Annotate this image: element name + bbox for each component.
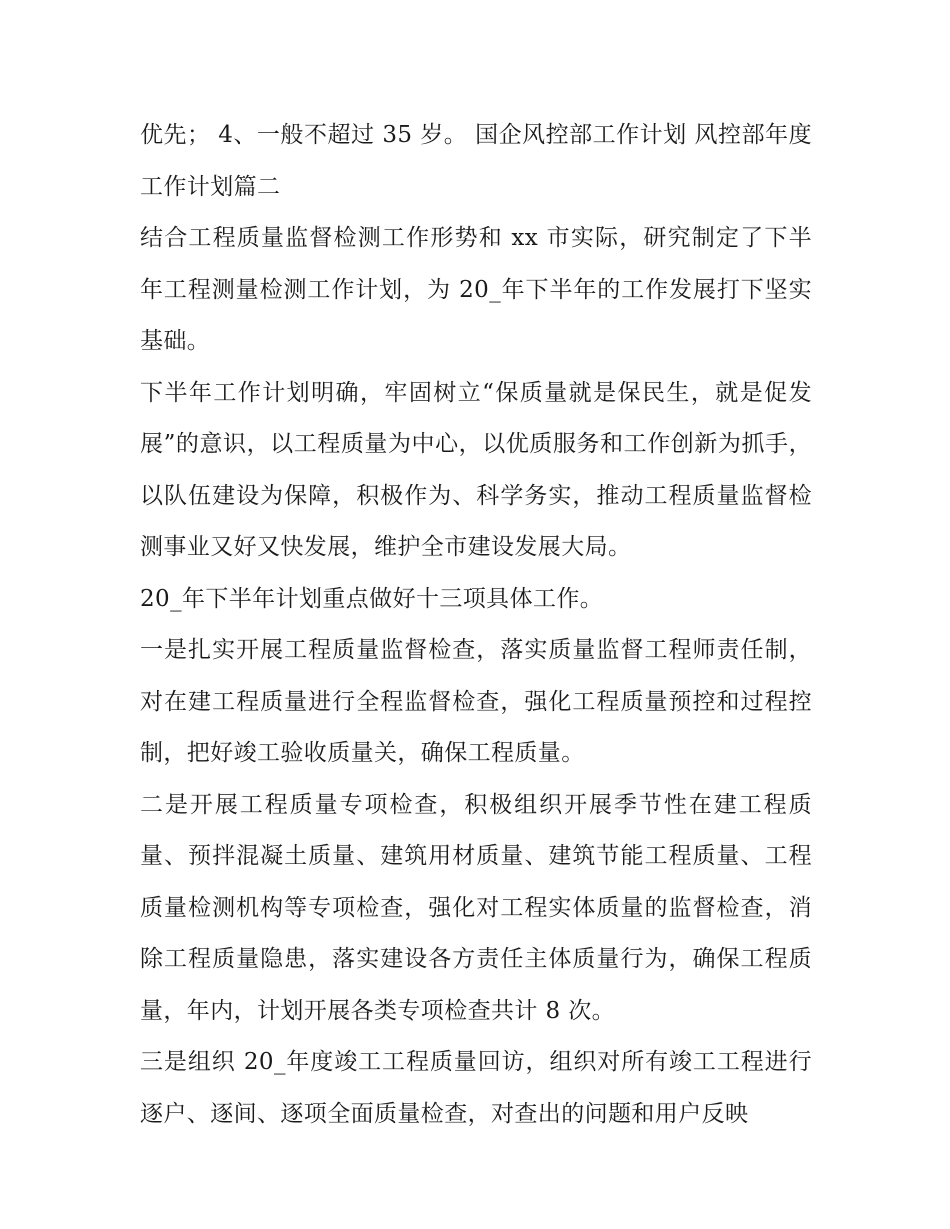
paragraph-task-two: 二是开展工程质量专项检查，积极组织开展季节性在建工程质量、预拌混凝土质量、建筑用材质量、建筑节能工程质量、工程质量检测机构等专项检查，强化对工程实体质量的监督检查，消除工程质量隐患，落实建设各方责任主体质量行为，确保工程质量，年内，计划开展各类专项检查共计 8 次。 bbox=[140, 791, 812, 1024]
paragraph-summary: 20_年下半年计划重点做好十三项具体工作。 bbox=[140, 585, 604, 612]
paragraph-task-one: 一是扎实开展工程质量监督检查，落实质量监督工程师责任制，对在建工程质量进行全程监督检查，强化工程质量预控和过程控制，把好竣工验收质量关，确保工程质量。 bbox=[140, 637, 812, 766]
paragraph-overview: 结合工程质量监督检测工作形势和 xx 市实际，研究制定了下半年工程测量检测工作计划，为 20_年下半年的工作发展打下坚实基础。 bbox=[140, 225, 812, 354]
paragraph-guiding-principle: 下半年工作计划明确，牢固树立“保质量就是保民生，就是促发展”的意识，以工程质量为中心，以优质服务和工作创新为抓手，以队伍建设为保障，积极作为、科学务实，推动工程质量监督检测事业又好又快发展，维护全市建设发展大局。 bbox=[140, 379, 812, 560]
paragraph-task-three: 三是组织 20_年度竣工工程质量回访，组织对所有竣工工程进行逐户、逐间、逐项全面质量检查，对查出的问题和用户反映 bbox=[140, 1049, 812, 1127]
paragraph-intro: 优先； 4、一般不超过 35 岁。 国企风控部工作计划 风控部年度工作计划篇二 bbox=[140, 122, 812, 200]
document-page bbox=[140, 110, 812, 1140]
